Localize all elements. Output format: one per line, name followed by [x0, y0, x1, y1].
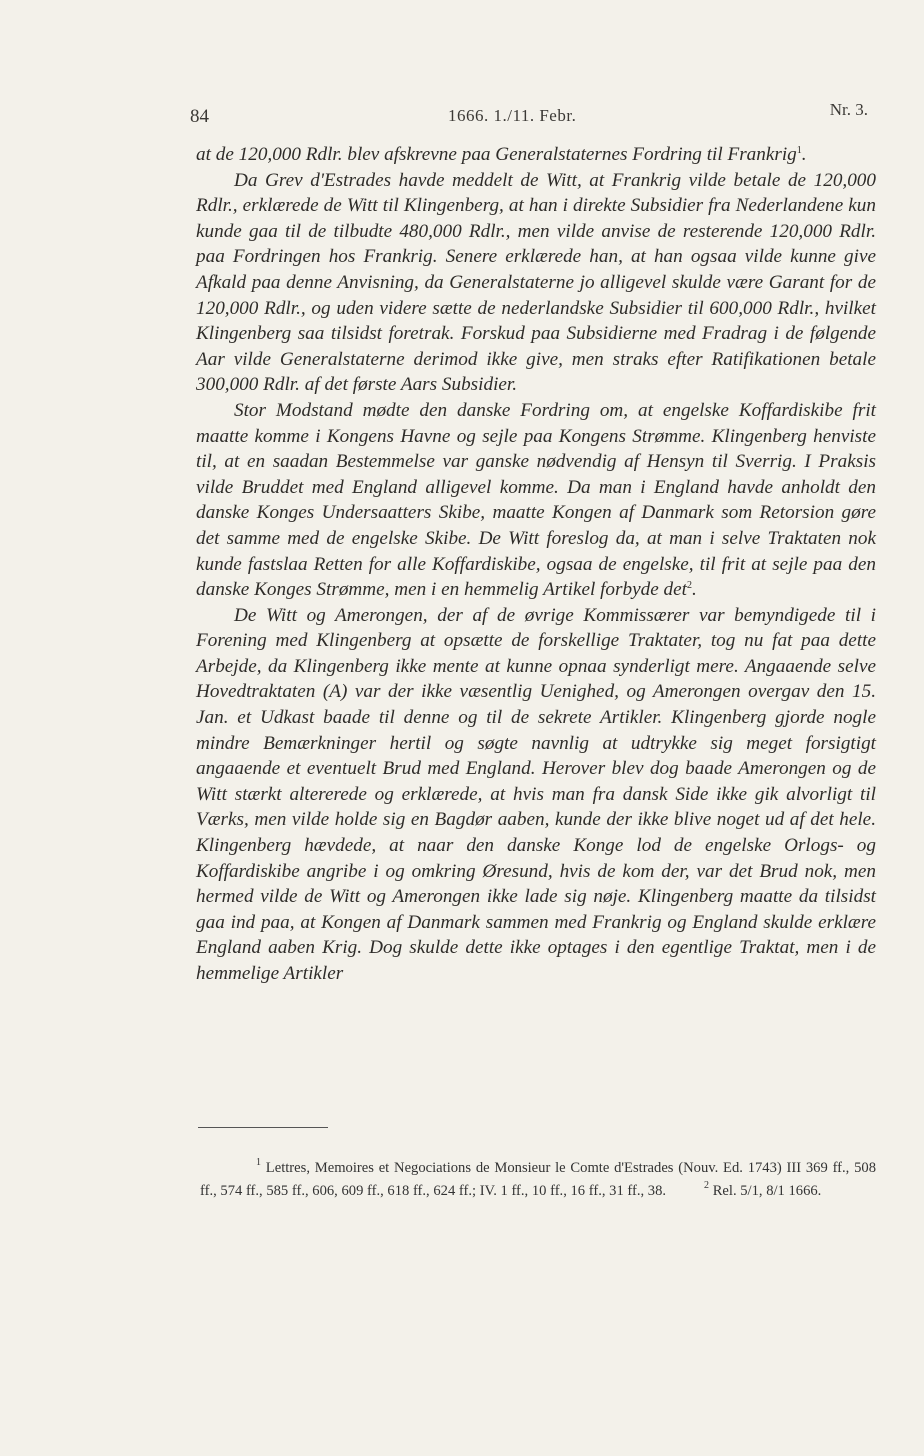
- paragraph-text: Da Grev d'Estrades havde meddelt de Witt, at Frankrig vilde betale de 120,000 Rdlr., erklærede de Witt til Klingenberg, at han i direkte Subsidier fra Nederlandene kun kunde gaa til de tilbudte 480,000 Rdlr., men vilde anvise de resterende 120,000 Rdlr. paa Fordringen hos Frankrig. Senere erklærede han, at han ogsaa vilde kunne give Afkald paa denne Anvisning, da Generalstaterne jo alligevel skulde være Garant for de 120,000 Rdlr., og uden videre sætte de nederlandske Subsidier til 600,000 Rdlr., hvilket Klingenberg saa tilsidst foretrak. Forskud paa Subsidierne med Fradrag i de følgende Aar vilde Generalstaterne derimod ikke give, men straks efter Ratifikationen betale 300,000 Rdlr. af det første Aars Subsidier.: [196, 169, 876, 396]
- running-header: [190, 102, 880, 130]
- footnote-divider: [198, 1127, 328, 1128]
- footnote-mark-2: 2: [704, 1180, 710, 1191]
- document-number: Nr. 3.: [829, 100, 868, 119]
- paragraph-2: [196, 168, 876, 398]
- footnote-ref-1: 1: [796, 145, 802, 156]
- footnote-ref-2: 2: [686, 580, 692, 592]
- paragraph-1: [196, 142, 876, 168]
- paragraph-tail: .: [801, 144, 807, 165]
- footnotes: [200, 1157, 876, 1203]
- paragraph-text: De Witt og Amerongen, der af de øvrige Kommissærer var bemyndigede til i Forening med Klingenberg at opsætte de forskellige Traktater, tog nu fat paa dette Arbejde, da Klingenberg ikke mente at kunne opnaa synderligt mere. Angaaende selve Hovedtraktaten (A) var der ikke væsentlig Uenighed, og Amerongen overgav den 15. Jan. et Udkast baade til denne og til de sekrete Artikler. Klingenberg gjorde nogle mindre Bemærkninger hertil og søgte navnlig at udtrykke sig meget forsigtigt angaaende et eventuelt Brud med England. Herover blev dog baade Amerongen og de Witt stærkt altererede og erklærede, at hvis man fra dansk Side ikke gik alvorligt til Værks, men vilde holde sig en Bagdør aaben, kunde der ikke blive noget ud af det hele. Klingenberg hævdede, at naar den danske Konge lod de engelske Orlogs- og Koffardiskibe angribe i og omkring Øresund, hvis de kom der, var det Brud nok, men hermed vilde de Witt og Amerongen ikke lade sig nøje. Klingenberg maatte da tilsidst gaa ind paa, at Kongen af Danmark sammen med Frankrig og England skulde erklære England aaben Krig. Dog skulde dette ikke optages i den egentlige Traktat, men i de hemmelige Artikler: [196, 604, 876, 984]
- paragraph-4: [196, 603, 876, 987]
- paragraph-3: [196, 398, 876, 603]
- footnote-text-1: Lettres, Memoires et Negociations de Monsieur le Comte d'Estrades (Nouv. Ed. 1743) III 369 ff., 508 ff., 574 ff., 585 ff., 606, 609 ff., 618 ff., 624 ff.; IV. 1 ff., 10 ff., 16 ff., 31 ff., 38.: [200, 1160, 876, 1199]
- footnote-mark-1: 1: [256, 1157, 261, 1168]
- page-number: 84: [190, 106, 209, 127]
- paragraph-text: at de 120,000 Rdlr. blev afskrevne paa Generalstaternes Fordring til Frankrig: [196, 144, 797, 165]
- paragraph-text: Stor Modstand mødte den danske Fordring om, at engelske Koffardiskibe frit maatte komme i Kongens Havne og sejle paa Kongens Strømme. Klingenberg henviste til, at en saadan Bestemmelse var ganske nødvendig af Hensyn til Sverrig. I Praksis vilde Bruddet med England alligevel komme. Da man i England havde anholdt den danske Konges Undersaatters Skibe, maatte Kongen af Danmark som Retorsion gøre det samme med de engelske Skibe. De Witt foreslog da, at man i selve Traktaten nok kunde fastslaa Retten for alle Koffardiskibe, ogsaa de engelske, til frit at sejle paa den danske Konges Strømme, men i en hemmelig Artikel forbyde det: [196, 399, 876, 601]
- footnote-text-2: Rel. 5/1, 8/1 1666.: [712, 1183, 822, 1199]
- paragraph-tail: .: [691, 579, 697, 601]
- running-title: 1666. 1./11. Febr.: [448, 106, 577, 125]
- footnote-1: [200, 1157, 876, 1203]
- body-text: [196, 142, 876, 987]
